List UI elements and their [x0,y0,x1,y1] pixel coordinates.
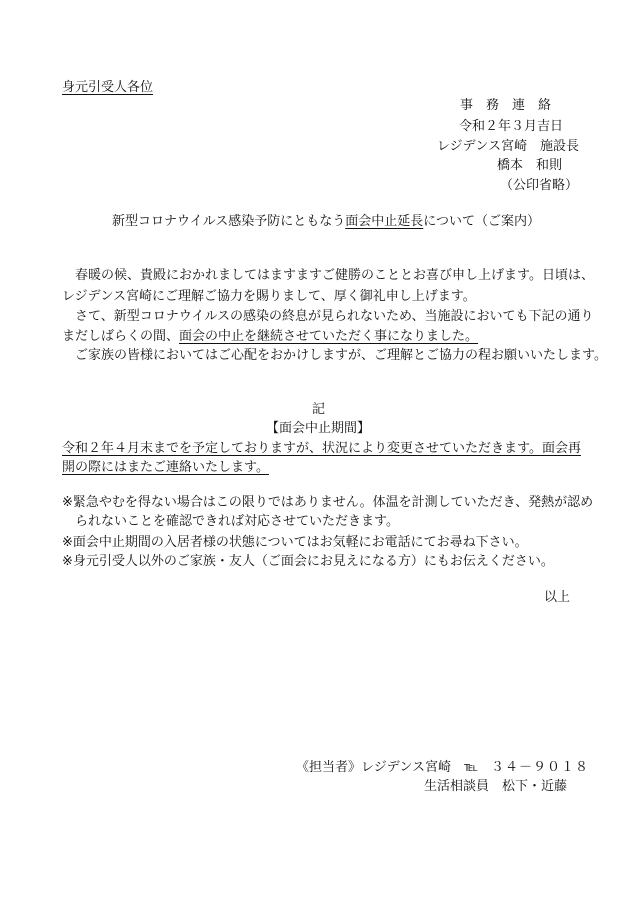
contact-line [296,760,589,776]
body-line: ご家族の皆様においてはご心配をおかけしますが、ご理解とご協力の程お願いいたします。 [75,348,607,363]
body-line: さて、新型コロナウイルスの感染の終息が見られないため、当施設においても下記の通り [75,309,594,324]
body-line: 春暖の候、貴殿におかれましてはますますご健勝のこととお喜び申し上げます。日頃は、 [75,268,594,283]
contact-staff: 生活相談員 松下・近藤 [424,779,568,794]
title-after: について（ご案内） [423,214,540,229]
sender-facility-role: レジデンス宮崎 施設長 [437,139,580,154]
title-underlined: 面会中止延長 [345,214,424,229]
issue-date: 令和２年３月吉日 [459,119,564,134]
period-line: 開の際にはまたご連絡いたします。 [62,460,269,475]
seal-note: （公印省略） [500,178,579,193]
note-line: ※面会中止期間の入居者様の状態についてはお気軽にお電話にてお尋ね下さい。 [62,535,528,550]
body-line: レジデンス宮崎にご理解ご協力を賜りまして、厚く御礼申し上げます。 [62,289,476,304]
body-line-text: まだしばらくの間、 [62,329,180,344]
contact-label: 《担当者》 [296,760,362,775]
doc-type: 事 務 連 絡 [460,98,552,113]
sender-name: 橋本 和則 [497,158,563,173]
period-line: 令和２年４月末までを予定しておりますが、状況により変更させていただきます。面会再 [62,441,581,456]
addressee: 身元引受人各位 [62,80,154,95]
note-line: ※身元引受人以外のご家族・友人（ご面会にお見えになる方）にもお伝えください。 [62,554,554,569]
closing: 以上 [544,590,571,605]
contact-facility: レジデンス宮崎 [361,760,452,775]
body-line-underlined: 面会の中止を継続させていただく事になりました。 [179,329,479,344]
tel-number: ３４－９０１８ [491,760,590,775]
tel-label: ℡ [464,760,479,775]
period-label: 【面会中止期間】 [266,421,371,436]
document-title [112,214,540,230]
note-line: られないことを確認できれば対応させていただきます。 [75,514,399,529]
title-before: 新型コロナウイルス感染予防にともなう [112,214,346,229]
note-line: ※緊急やむを得ない場合はこの限りではありません。体温を計測していただき、発熱が認め [62,495,594,510]
body-line [62,329,478,345]
record-heading: 記 [312,402,326,417]
